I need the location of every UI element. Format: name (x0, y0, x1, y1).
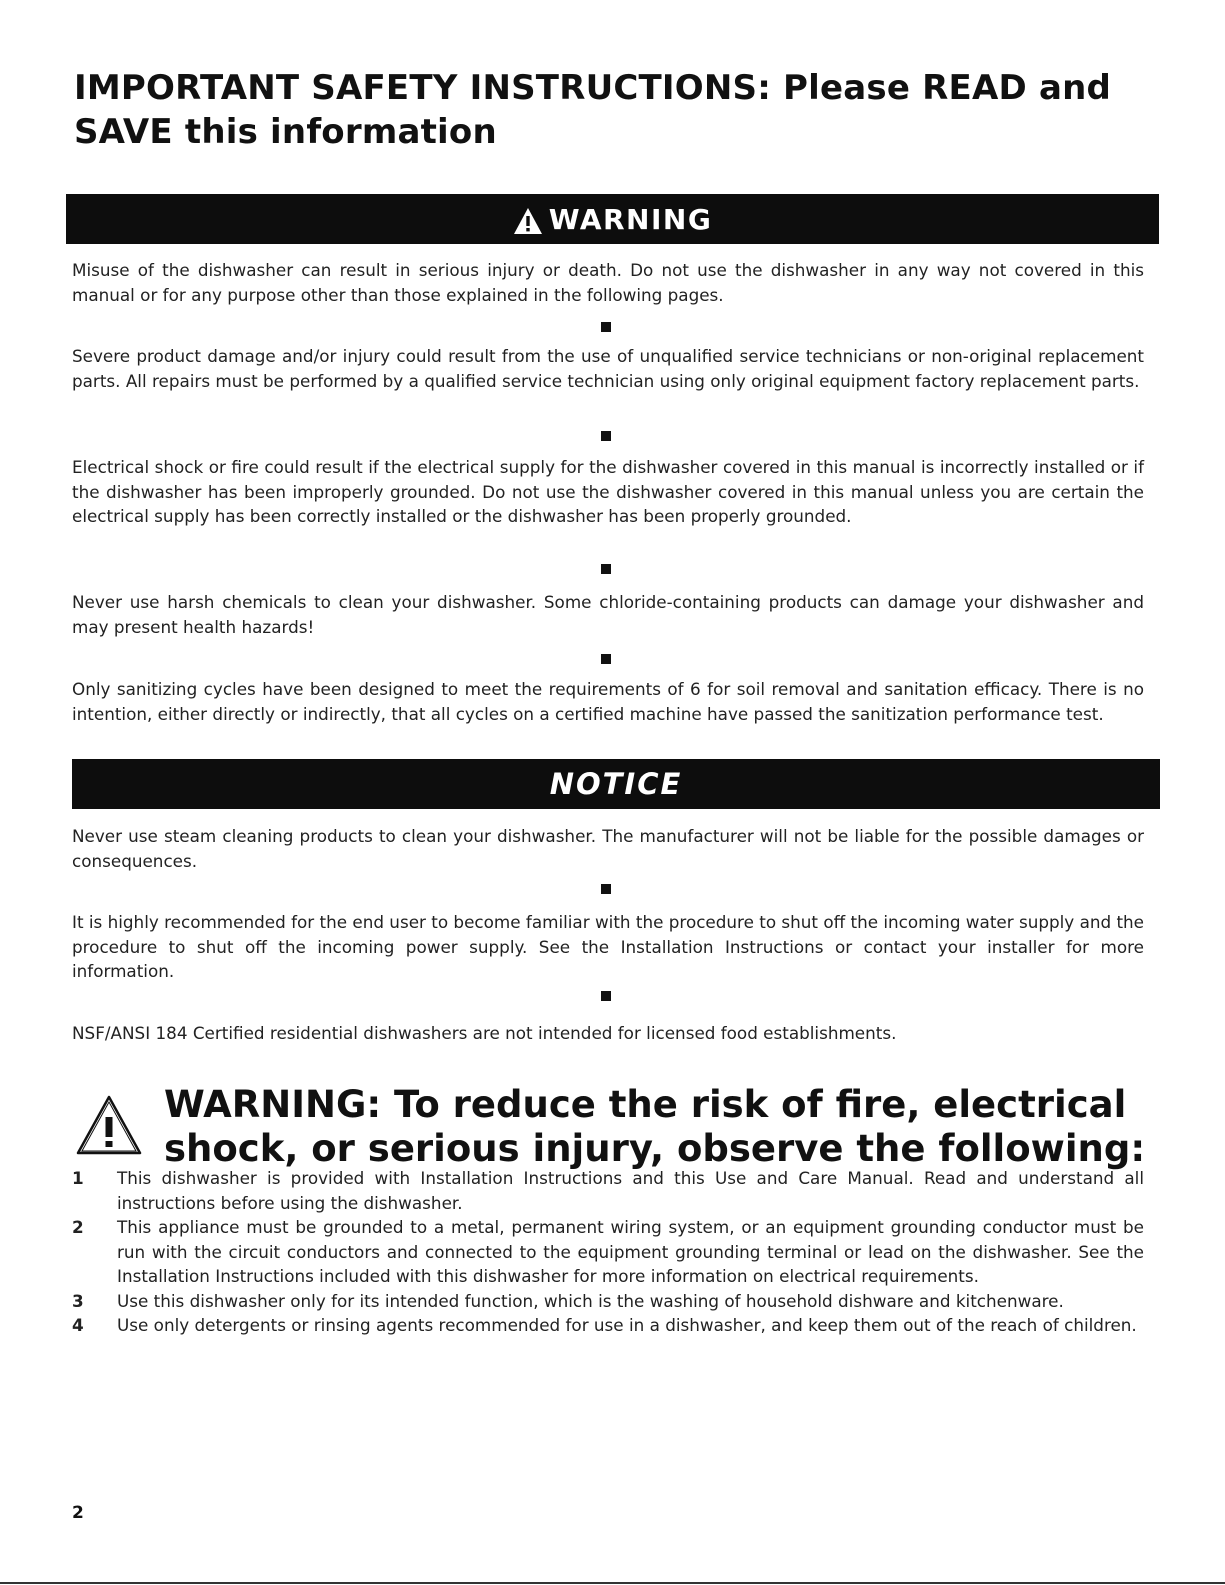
bullet-separator (601, 564, 611, 574)
warning-triangle-icon (513, 206, 543, 236)
bullet-separator (601, 654, 611, 664)
list-item-text: This appliance must be grounded to a metal, permanent wiring system, or an equipment grounding conductor must be run with the circuit conductors and connected to the equipment grounding terminal or lead on the dishwasher. See the Installation Instructions included with this dishwasher for more information on electrical requirements. (117, 1217, 1144, 1286)
notice-paragraph-nsf: NSF/ANSI 184 Certified residential dishwashers are not intended for licensed food establishments. (72, 1023, 897, 1043)
list-item (72, 1313, 1144, 1338)
big-warning-line-2: shock, or serious injury, observe the following: (164, 1127, 1146, 1170)
list-item-text: Use only detergents or rinsing agents recommended for use in a dishwasher, and keep them out of the reach of children. (117, 1315, 1137, 1335)
instructions-list (72, 1166, 1144, 1338)
list-item-number: 1 (72, 1168, 84, 1188)
warning-triangle-outline-icon (74, 1093, 144, 1157)
list-item-number: 4 (72, 1315, 84, 1335)
list-item-number: 3 (72, 1290, 84, 1311)
warning-banner-label: WARNING (548, 202, 713, 236)
notice-banner (72, 759, 1160, 809)
warning-paragraph-service: Severe product damage and/or injury could result from the use of unqualified service technicians or non-original replacement parts. All repairs must be performed by a qualified service technician using only original equipment factory replacement parts. (72, 346, 1144, 391)
notice-paragraph-steam: Never use steam cleaning products to clean your dishwasher. The manufacturer will not be liable for the possible damages or consequences. (72, 826, 1144, 871)
warning-paragraph-electrical: Electrical shock or fire could result if the electrical supply for the dishwasher covered in this manual is incorrectly installed or if the dishwasher has been improperly grounded. Do not use the dishwasher covered in this manual unless you are certain the electrical supply has been correctly installed or the dishwasher has been properly grounded. (72, 457, 1144, 526)
bottom-rule (0, 1582, 1225, 1584)
bullet-separator (601, 884, 611, 894)
notice-paragraph-shutoff: It is highly recommended for the end user to become familiar with the procedure to shut off the incoming water supply and the procedure to shut off the incoming power supply. See the Installation Instructions or contact your installer for more information. (72, 912, 1145, 981)
list-item (72, 1166, 1144, 1215)
bullet-separator (601, 322, 611, 332)
big-warning-line-1: WARNING: To reduce the risk of fire, electrical (164, 1083, 1127, 1126)
bullet-separator (601, 991, 611, 1001)
page-title: IMPORTANT SAFETY INSTRUCTIONS: Please READ and SAVE this information (74, 68, 1112, 152)
bullet-separator (601, 431, 611, 441)
warning-banner (66, 194, 1159, 244)
warning-paragraph-misuse: Misuse of the dishwasher can result in serious injury or death. Do not use the dishwasher in any way not covered in this manual or for any purpose other than those explained in the following pages. (72, 260, 1144, 305)
big-warning-text (164, 1083, 1145, 1171)
notice-banner-label: NOTICE (549, 767, 683, 801)
warning-paragraph-chemicals: Never use harsh chemicals to clean your dishwasher. Some chloride-containing products can damage your dishwasher and may present health hazards! (72, 592, 1144, 637)
page-number: 2 (72, 1503, 84, 1523)
list-item (72, 1289, 1144, 1314)
list-item-text: This dishwasher is provided with Installation Instructions and this Use and Care Manual. Read and understand all instructions before using the dishwasher. (117, 1168, 1144, 1213)
list-item-text: Use this dishwasher only for its intended function, which is the washing of household dishware and kitchenware. (117, 1290, 1064, 1311)
list-item (72, 1215, 1144, 1289)
warning-paragraph-sanitizing: Only sanitizing cycles have been designed to meet the requirements of 6 for soil removal and sanitation efficacy. There is no intention, either directly or indirectly, that all cycles on a certified machine have passed the sanitization performance test. (72, 679, 1144, 724)
big-warning-heading (74, 1083, 1154, 1171)
list-item-number: 2 (72, 1217, 84, 1237)
